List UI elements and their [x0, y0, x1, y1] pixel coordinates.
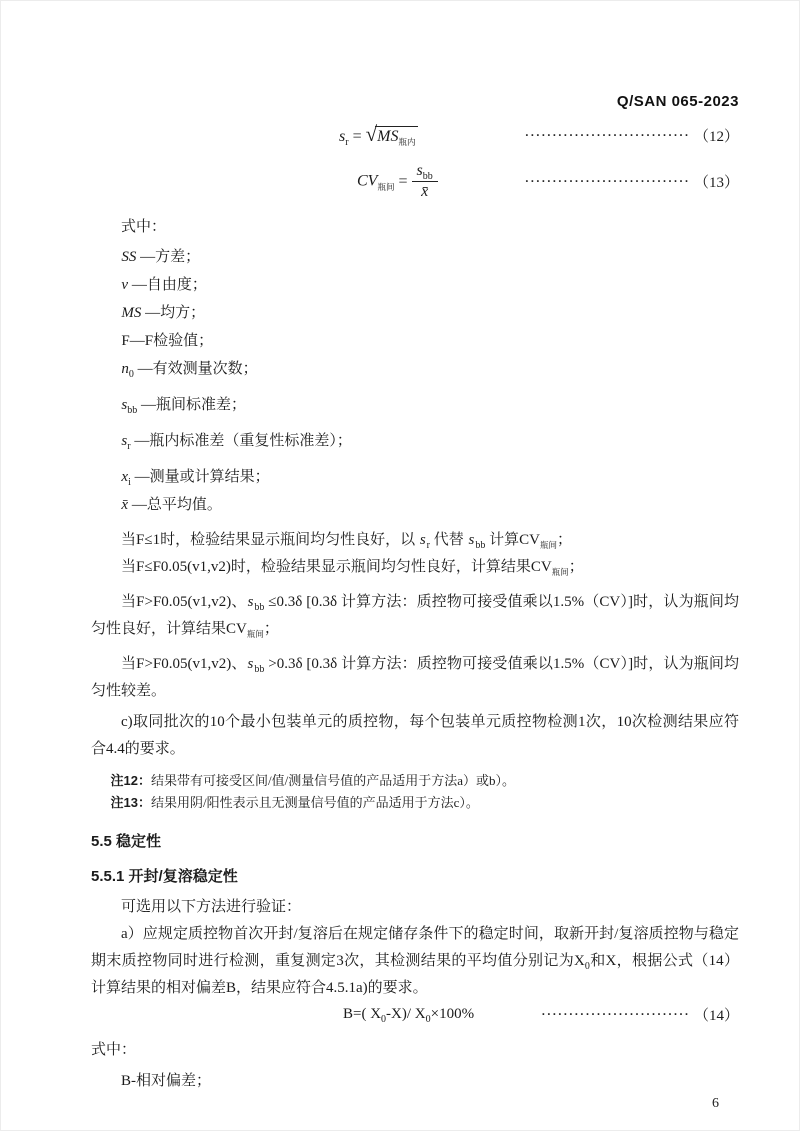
equation-14: [91, 1004, 739, 1025]
sbb-symbol: s: [121, 396, 128, 413]
equals-sign: =: [352, 128, 362, 145]
note-text: 结果用阴/阳性表示且无测量信号值的产品适用于方法c）。: [150, 794, 479, 810]
definition-item: [121, 327, 739, 355]
text-run: 代替: [430, 531, 468, 548]
definition-item: [121, 271, 739, 299]
definition-text: —总平均值。: [128, 496, 222, 513]
def-subscript: bb: [127, 404, 138, 416]
def-subscript: r: [127, 440, 131, 452]
ms-symbol: MS: [121, 304, 142, 321]
text-run: 当F≤F0.05(v1,v2)时，检验结果显示瓶间均匀性良好，计算结果CV: [121, 558, 552, 575]
symbol-definitions: [91, 243, 739, 519]
def-subscript: 0: [128, 368, 134, 380]
f-symbol: F: [121, 332, 130, 349]
paragraph-f-case1: [91, 527, 739, 554]
definition-text: —有效测量次数；: [133, 360, 258, 377]
sbb-subscript: bb: [422, 171, 433, 183]
text-run: 当F>F0.05(v1,v2)、: [121, 593, 247, 610]
cv-subscript: 瓶间: [377, 181, 395, 192]
formula-intro: 式中：: [91, 1041, 137, 1058]
definition-item: [121, 463, 739, 491]
equation-13: [91, 162, 739, 202]
x0-subscript: 0: [381, 1013, 387, 1025]
xbar-symbol: x̄: [421, 183, 429, 201]
text-run: 和X，根据公式（14）计算结果的相对偏差B，结果应符合4.5.1a)的要求。: [91, 952, 739, 996]
note-13: [91, 792, 739, 814]
definition-text: —瓶间标准差；: [137, 396, 246, 413]
definition-text: —瓶内标准差（重复性标准差）；: [130, 432, 352, 449]
xi-symbol: x: [121, 468, 129, 485]
formula-sr: [339, 122, 418, 149]
cv-subscript: 瓶间: [551, 566, 569, 577]
cv-subscript: 瓶间: [246, 628, 264, 639]
text-run: 当F≤1时，检验结果显示瓶间均匀性良好，以: [121, 531, 419, 548]
def-subscript: i: [128, 476, 131, 488]
equation-12: [91, 122, 739, 149]
ms-subscript: 瓶内: [398, 137, 416, 148]
paragraph-method-select: 可选用以下方法进行验证：: [121, 898, 302, 915]
x0-subscript: 0: [425, 1013, 431, 1025]
xbar-symbol: x̄: [121, 496, 129, 513]
paragraph-f-case3: [91, 589, 739, 643]
sbb-symbol: s: [416, 162, 423, 179]
equals-sign: =: [398, 172, 408, 190]
page-number: 6: [712, 1096, 719, 1111]
ss-symbol: SS: [121, 248, 137, 265]
definition-text: —F检验值；: [129, 332, 214, 349]
definition-text: —自由度；: [128, 276, 207, 293]
inline-subscript: 0: [584, 960, 590, 972]
note-12: [91, 770, 739, 792]
text-run: ；: [568, 558, 584, 575]
n0-symbol: n: [121, 360, 129, 377]
text-run: ；: [556, 531, 572, 548]
cv-symbol: CV: [357, 172, 378, 190]
note-label: 注12：: [110, 772, 151, 788]
fraction: [412, 162, 438, 202]
definition-item: [121, 243, 739, 271]
equation-number-13: （13）: [693, 175, 739, 192]
section-heading-5-5-1: 5.5.1 开封/复溶稳定性: [91, 867, 238, 885]
dotted-leader: ···························: [541, 1006, 690, 1021]
sbb-symbol: s: [247, 655, 254, 672]
fraction-numerator: [412, 162, 438, 182]
radicand: [375, 126, 418, 148]
text-run: ；: [263, 620, 279, 637]
definition-text: —方差；: [136, 248, 201, 265]
dotted-leader: ······························: [524, 127, 690, 142]
definition-text: —均方；: [141, 304, 206, 321]
section-heading-5-5: 5.5 稳定性: [91, 832, 162, 850]
formula-b: [343, 1006, 474, 1023]
inline-subscript: bb: [475, 539, 486, 551]
definition-text: —测量或计算结果；: [130, 468, 270, 485]
definition-item: [121, 299, 739, 327]
note-text: 结果带有可接受区间/值/测量信号值的产品适用于方法a）或b）。: [150, 772, 515, 788]
text-run: >0.3δ [0.3δ 计算方法：质控物可接受值乘以1.5%（CV）]时，认为瓶间均匀性较差。: [91, 655, 739, 699]
paragraph-b-definition: B-相对偏差；: [121, 1072, 212, 1089]
sr-symbol: s: [419, 531, 426, 548]
inline-subscript: bb: [254, 663, 265, 675]
page-content: [91, 93, 739, 1095]
note-label: 注13：: [110, 794, 151, 810]
sbb-symbol: s: [468, 531, 475, 548]
paragraph-method-a: [91, 921, 739, 1002]
v-symbol: v: [121, 276, 129, 293]
text-run: 当F>F0.05(v1,v2)、: [121, 655, 247, 672]
equation-number-14: （14）: [693, 1007, 739, 1024]
sr-subscript: r: [345, 137, 349, 149]
text-run: B=( X: [343, 1005, 382, 1022]
text-run: ×100%: [430, 1005, 475, 1022]
dotted-leader: ······························: [524, 174, 690, 189]
text-run: 计算CV: [485, 531, 540, 548]
sr-symbol: s: [339, 128, 346, 145]
text-run: -X)/ X: [386, 1005, 426, 1022]
doc-number-header: Q/SAN 065-2023: [616, 93, 739, 110]
formula-intro: 式中：: [121, 218, 167, 235]
ms-symbol: MS: [377, 128, 399, 145]
paragraph-f-case4: [91, 651, 739, 705]
sbb-symbol: s: [247, 593, 254, 610]
sr-symbol: s: [121, 432, 128, 449]
inline-subscript: bb: [254, 601, 265, 613]
fraction-denominator: [412, 182, 438, 201]
paragraph-f-case2: [91, 554, 739, 581]
radical-icon: √: [365, 122, 378, 146]
formula-cv: [357, 162, 438, 202]
paragraph-method-c: c)取同批次的10个最小包装单元的质控物，每个包装单元质控物检测1次，10次检测结果应符合4.4的要求。: [91, 713, 739, 757]
cv-subscript: 瓶间: [539, 539, 557, 550]
definition-item: [121, 427, 739, 455]
inline-subscript: r: [426, 539, 431, 551]
text-run: a）应规定质控物首次开封/复溶后在规定储存条件下的稳定时间，取新开封/复溶质控物与稳定期末质控物同时进行检测，重复测定3次，其检测结果的平均值分别记为X: [91, 925, 739, 969]
definition-item: [121, 391, 739, 419]
equation-number-12: （12）: [693, 128, 739, 145]
definition-item: [121, 491, 739, 519]
definition-item: [121, 355, 739, 383]
text-run: ≤0.3δ [0.3δ 计算方法：质控物可接受值乘以1.5%（CV）]时，认为瓶间均匀性良好，计算结果CV: [91, 593, 739, 637]
